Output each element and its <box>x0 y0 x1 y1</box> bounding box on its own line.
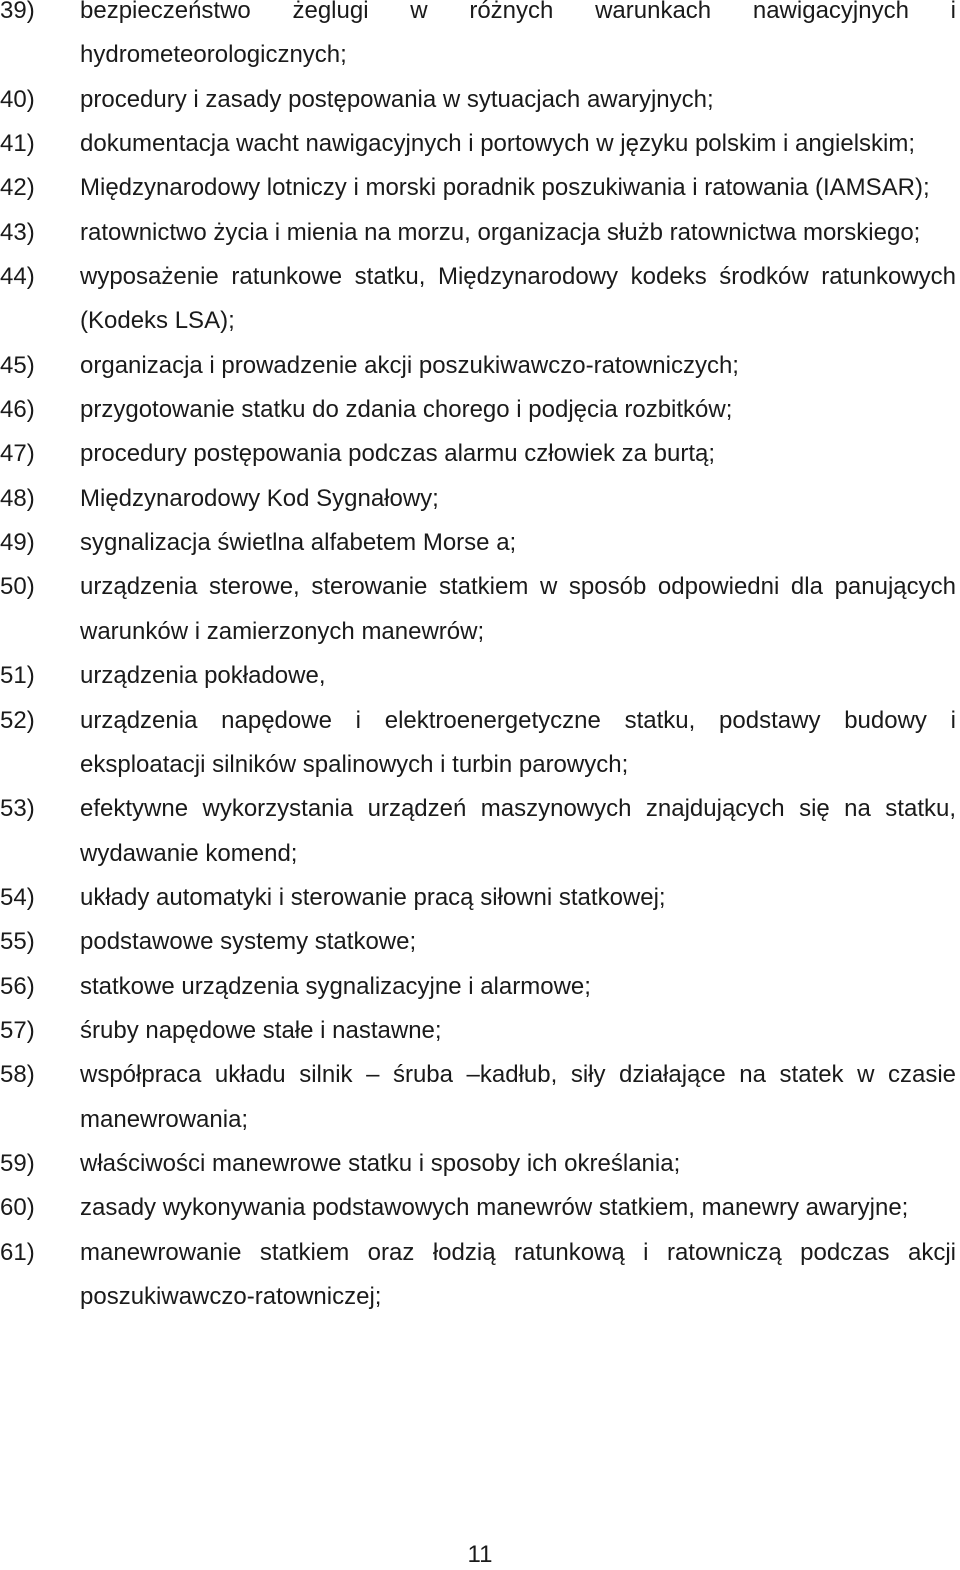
item-number: 39) <box>0 0 35 24</box>
list-item <box>0 699 956 788</box>
item-text: dokumentacja wacht nawigacyjnych i portowych w języku polskim i angielskim; <box>80 130 916 158</box>
item-number: 57) <box>0 1016 35 1044</box>
item-number: 49) <box>0 529 35 557</box>
item-text: śruby napędowe stałe i nastawne; <box>80 1016 442 1044</box>
item-number: 41) <box>0 130 35 158</box>
list-item <box>0 477 956 521</box>
item-text: współpraca układu silnik – śruba –kadłub, siły działające na statek w czasie manewrowania; <box>80 1061 956 1133</box>
item-number: 46) <box>0 396 35 424</box>
item-text: Międzynarodowy lotniczy i morski poradnik poszukiwania i ratowania (IAMSAR); <box>80 174 930 202</box>
list-item <box>0 166 956 210</box>
item-text: układy automatyki i sterowanie pracą siłowni statkowej; <box>80 883 666 911</box>
item-text: procedury i zasady postępowania w sytuacjach awaryjnych; <box>80 85 714 113</box>
list-item <box>0 965 956 1009</box>
item-number: 54) <box>0 883 35 911</box>
item-number: 48) <box>0 484 35 512</box>
item-number: 40) <box>0 85 35 113</box>
item-text: wyposażenie ratunkowe statku, Międzynarodowy kodeks środków ratunkowych (Kodeks LSA); <box>80 263 956 335</box>
page-number: 11 <box>467 1541 493 1568</box>
item-text: Międzynarodowy Kod Sygnałowy; <box>80 484 439 512</box>
item-number: 44) <box>0 263 35 291</box>
item-text: ratownictwo życia i mienia na morzu, organizacja służb ratownictwa morskiego; <box>80 218 921 246</box>
list-item <box>0 255 956 344</box>
item-number: 56) <box>0 972 35 1000</box>
item-text: urządzenia pokładowe, <box>80 662 326 690</box>
list-item <box>0 432 956 476</box>
item-text: bezpieczeństwo żeglugi w różnych warunkach nawigacyjnych i hydrometeorologicznych; <box>80 0 956 69</box>
item-text: urządzenia napędowe i elektroenergetyczne statku, podstawy budowy i eksploatacji silników spalinowych i turbin parowych; <box>80 706 956 778</box>
item-text: statkowe urządzenia sygnalizacyjne i alarmowe; <box>80 972 591 1000</box>
list-item <box>0 0 956 78</box>
item-text: właściwości manewrowe statku i sposoby ich określania; <box>80 1149 681 1177</box>
list-item <box>0 521 956 565</box>
item-text: podstawowe systemy statkowe; <box>80 928 417 956</box>
item-number: 47) <box>0 440 35 468</box>
list-item <box>0 1053 956 1142</box>
item-number: 60) <box>0 1194 35 1222</box>
item-number: 59) <box>0 1149 35 1177</box>
item-number: 58) <box>0 1061 35 1089</box>
list-item <box>0 787 956 876</box>
list-item <box>0 78 956 122</box>
item-text: przygotowanie statku do zdania chorego i podjęcia rozbitków; <box>80 396 733 424</box>
list-item <box>0 1142 956 1186</box>
list-item <box>0 654 956 698</box>
list-item <box>0 876 956 920</box>
list-item <box>0 122 956 166</box>
list-item <box>0 1009 956 1053</box>
item-text: efektywne wykorzystania urządzeń maszynowych znajdujących się na statku, wydawanie komend; <box>80 795 956 867</box>
item-text: zasady wykonywania podstawowych manewrów statkiem, manewry awaryjne; <box>80 1194 909 1222</box>
list-item <box>0 920 956 964</box>
item-text: manewrowanie statkiem oraz łodzią ratunkową i ratowniczą podczas akcji poszukiwawczo-ratowniczej; <box>80 1238 956 1310</box>
item-number: 53) <box>0 795 35 823</box>
list-item <box>0 565 956 654</box>
list-item <box>0 1231 956 1320</box>
item-number: 55) <box>0 928 35 956</box>
list-item <box>0 211 956 255</box>
list-item <box>0 344 956 388</box>
item-text: urządzenia sterowe, sterowanie statkiem w sposób odpowiedni dla panujących warunków i zamierzonych manewrów; <box>80 573 956 645</box>
item-number: 45) <box>0 351 35 379</box>
item-number: 52) <box>0 706 35 734</box>
item-text: sygnalizacja świetlna alfabetem Morse a; <box>80 529 517 557</box>
list-item <box>0 1186 956 1230</box>
item-number: 51) <box>0 662 35 690</box>
item-text: organizacja i prowadzenie akcji poszukiwawczo-ratowniczych; <box>80 351 739 379</box>
item-number: 43) <box>0 218 35 246</box>
item-number: 42) <box>0 174 35 202</box>
item-text: procedury postępowania podczas alarmu człowiek za burtą; <box>80 440 716 468</box>
item-number: 50) <box>0 573 35 601</box>
item-number: 61) <box>0 1238 35 1266</box>
list-item <box>0 388 956 432</box>
